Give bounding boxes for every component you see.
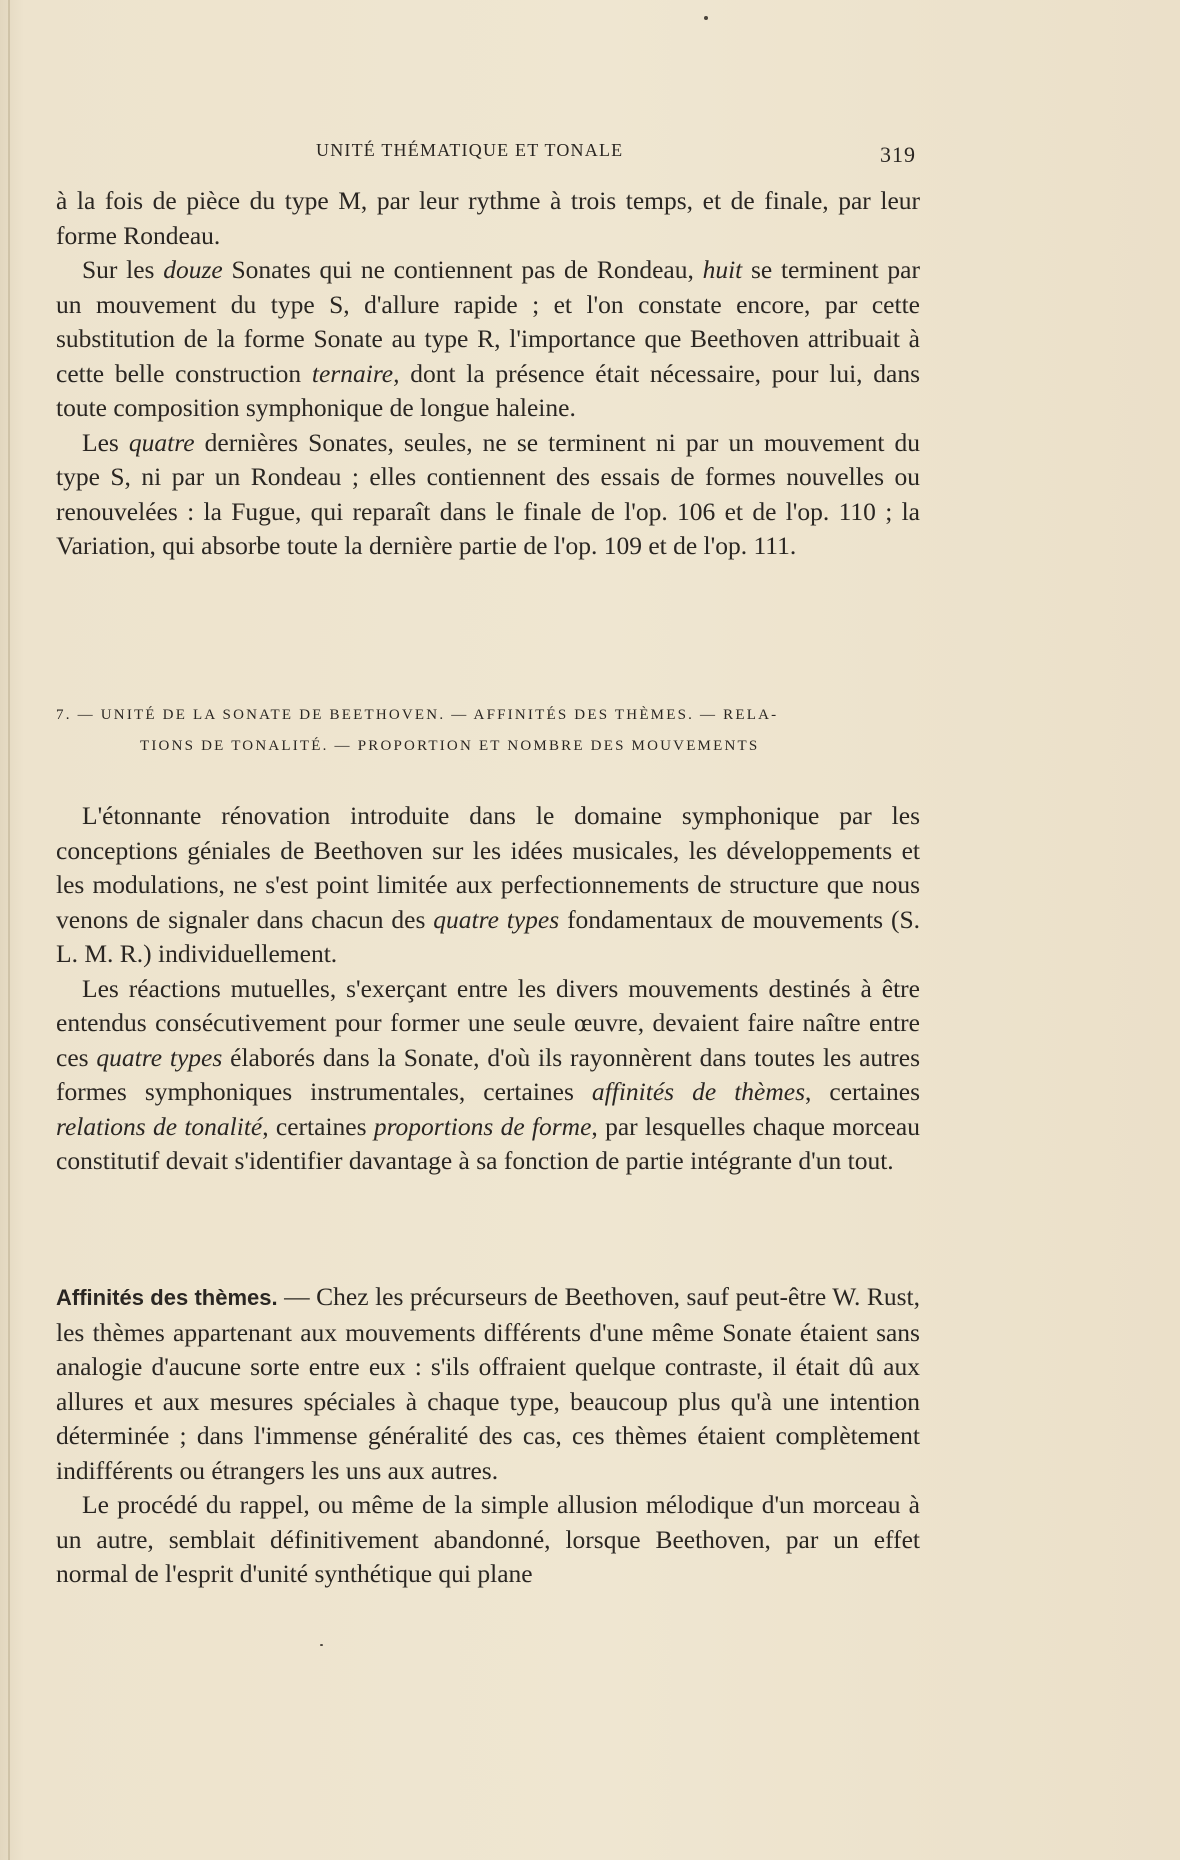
section-heading [56, 700, 920, 762]
page-edge [8, 0, 10, 1860]
text-block-3 [56, 1280, 920, 1592]
running-title: UNITÉ THÉMATIQUE ET TONALE [316, 140, 624, 160]
text-block-2 [56, 799, 920, 1179]
paragraph: Sur les douze Sonates qui ne contiennent pas de Rondeau, huit se terminent par un mouvement du type S, d'allure rapide ; et l'on constate encore, par cette substitution de la forme Sonate au type R, l'importance que Beethoven attribuait à cette belle construction ternaire, dont la présence était nécessaire, pour lui, dans toute composition symphonique de longue haleine. [56, 255, 920, 422]
speck [704, 16, 708, 20]
paragraph: Affinités des thèmes. — Chez les précurseurs de Beethoven, sauf peut-être W. Rust, les thèmes appartenant aux mouvements différents d'une même Sonate étaient sans analogie d'aucune sorte entre eux : s'ils offraient quelque contraste, il était dû aux allures et aux mesures spéciales à chaque type, beaucoup plus qu'à une intention déterminée ; dans l'immense généralité des cas, ces thèmes étaient complètement indifférents ou étrangers les uns aux autres. [56, 1282, 920, 1485]
run-in-heading: Affinités des thèmes. [56, 1285, 278, 1310]
paragraph: Les quatre dernières Sonates, seules, ne se terminent ni par un mouvement du type S, ni par un Rondeau ; elles contiennent des essais de formes nouvelles ou renouvelées : la Fugue, qui reparaît dans le finale de l'op. 106 et de l'op. 110 ; la Variation, qui absorbe toute la dernière partie de l'op. 109 et de l'op. 111. [56, 427, 921, 560]
section-heading-line-1: 7. — UNITÉ DE LA SONATE DE BEETHOVEN. — AFFINITÉS DES THÈMES. — RELA- [56, 707, 779, 723]
section-heading-line-2: TIONS DE TONALITÉ. — PROPORTION ET NOMBRE DES MOUVEMENTS [140, 738, 760, 754]
text-block-1 [56, 184, 920, 564]
paragraph: L'étonnante rénovation introduite dans le domaine symphonique par les conceptions géniales de Beethoven sur les idées musicales, les développements et les modulations, ne s'est point limitée aux perfectionnements de structure que nous venons de signaler dans chacun des quatre types fondamentaux de mouvements (S. L. M. R.) individuellement. [56, 801, 921, 968]
paragraph: à la fois de pièce du type M, par leur rythme à trois temps, et de finale, par leur forme Rondeau. [56, 186, 920, 250]
speck [320, 1644, 323, 1646]
page-number: 319 [880, 142, 916, 167]
paragraph: Le procédé du rappel, ou même de la simple allusion mélodique d'un morceau à un autre, semblait définitivement abandonné, lorsque Beethoven, par un effet normal de l'esprit d'unité synthétique qui plane [56, 1490, 920, 1588]
paragraph: Les réactions mutuelles, s'exerçant entre les divers mouvements destinés à être entendus consécutivement pour former une seule œuvre, devaient faire naître entre ces quatre types élaborés dans la Sonate, d'où ils rayonnèrent dans toutes les autres formes symphoniques instrumentales, certaines affinités de thèmes, certaines relations de tonalité, certaines proportions de forme, par lesquelles chaque morceau constitutif devait s'identifier davantage à sa fonction de partie intégrante d'un tout. [56, 973, 921, 1175]
